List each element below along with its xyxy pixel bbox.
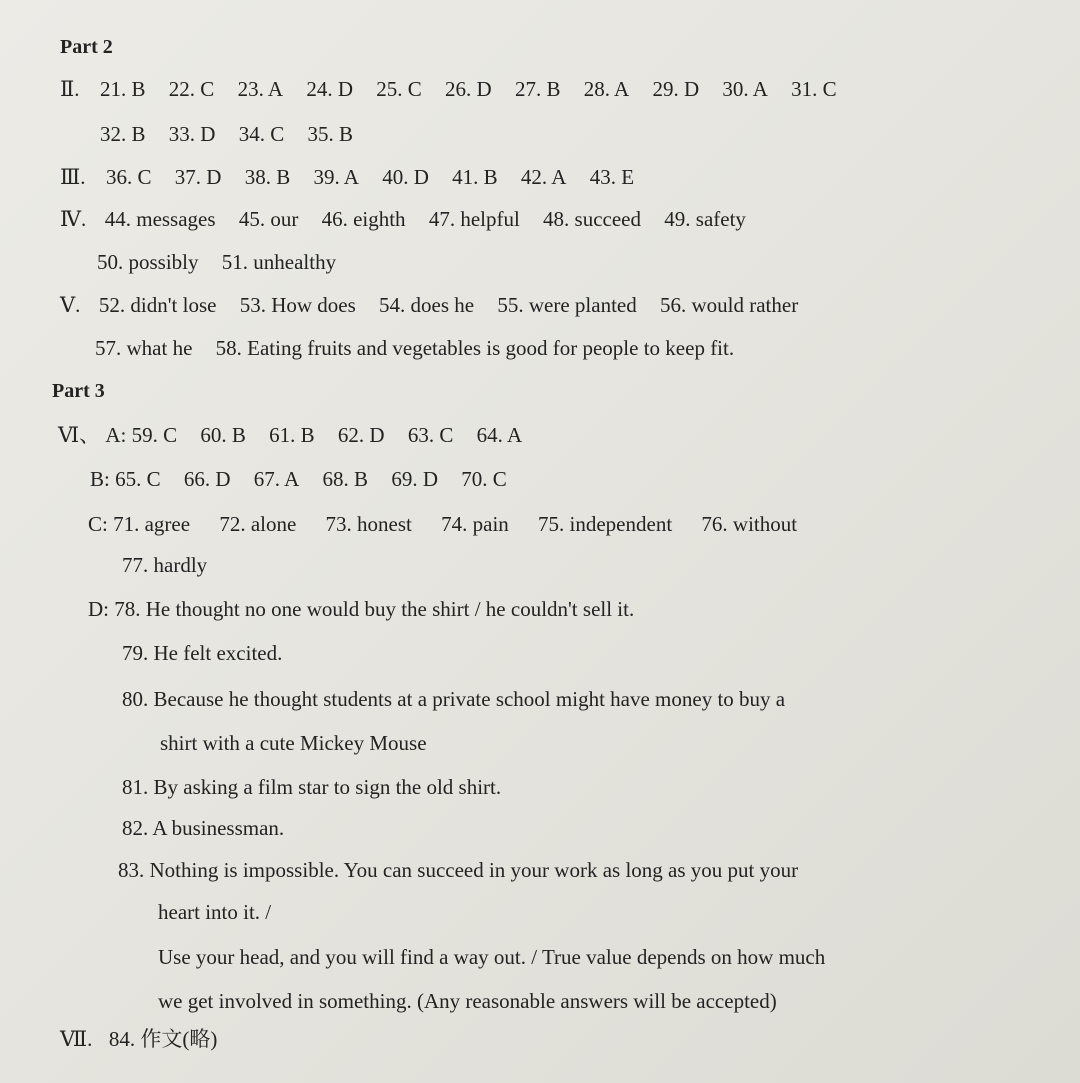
answer-23: 23. A [237, 77, 284, 101]
part2-title: Part 2 [60, 36, 113, 58]
answer-42: 42. A [520, 165, 567, 189]
section-2-label: Ⅱ. [60, 77, 80, 101]
answer-30: 30. A [722, 77, 768, 101]
answer-72: 72. alone [219, 512, 297, 536]
section-7-label: Ⅶ. [60, 1027, 93, 1051]
answer-63: 63. C [407, 423, 454, 447]
answer-28: 28. A [583, 77, 630, 101]
answer-37: 37. D [174, 165, 222, 189]
answer-24: 24. D [306, 77, 353, 101]
answer-76: 76. without [701, 512, 798, 536]
section-2-row2 [100, 121, 371, 147]
answer-71: 71. agree [113, 512, 191, 536]
answer-35: 35. B [307, 122, 353, 146]
answer-70: 70. C [461, 467, 507, 491]
answer-52: 52. didn't lose [98, 293, 217, 317]
answer-53: 53. How does [239, 293, 356, 317]
answer-81: 81. By asking a film star to sign the old shirt. [122, 775, 502, 799]
answer-64: 64. A [476, 423, 523, 447]
answer-83-line3: Use your head, and you will find a way out. / True value depends on how much [158, 945, 826, 969]
answer-79: 79. He felt excited. [122, 641, 283, 665]
answer-29: 29. D [652, 77, 700, 101]
section-5-label: Ⅴ. [60, 293, 81, 317]
answer-78: 78. He thought no one would buy the shirt / he couldn't sell it. [114, 597, 635, 621]
answer-48: 48. succeed [543, 207, 642, 231]
section-6-c-row2 [122, 552, 225, 578]
answer-21: 21. B [100, 77, 146, 101]
answer-45: 45. our [238, 207, 299, 231]
answer-27: 27. B [514, 77, 561, 101]
answer-44: 44. messages [104, 207, 216, 231]
answer-40: 40. D [382, 165, 429, 189]
answer-80-line2: shirt with a cute Mickey Mouse [160, 731, 427, 755]
part-b-label: B: [90, 467, 110, 491]
section-6-a [58, 422, 540, 448]
answer-26: 26. D [445, 77, 492, 101]
answer-41: 41. B [452, 165, 498, 189]
section-2-row1 [60, 76, 855, 102]
answer-77: 77. hardly [122, 553, 208, 577]
part-d-label: D: [88, 597, 109, 621]
answer-83-line4: we get involved in something. (Any reasonable answers will be accepted) [158, 989, 777, 1013]
section-6-b [90, 466, 525, 492]
section-3-label: Ⅲ. [60, 165, 86, 189]
answer-83-line1: 83. Nothing is impossible. You can succeed in your work as long as you put your [118, 858, 799, 882]
answer-74: 74. pain [441, 512, 509, 536]
answer-56: 56. would rather [659, 293, 799, 317]
answer-83-line2: heart into it. / [158, 900, 272, 924]
answer-82: 82. A businessman. [122, 816, 285, 840]
answer-47: 47. helpful [428, 207, 520, 231]
answer-22: 22. C [168, 77, 215, 101]
answer-43: 43. E [589, 165, 635, 189]
answer-84: 84. 作文(略) [108, 1027, 218, 1051]
answer-62: 62. D [337, 423, 385, 447]
section-7 [60, 1026, 217, 1052]
section-5-row1 [60, 292, 816, 318]
answer-66: 66. D [183, 467, 231, 491]
answer-46: 46. eighth [321, 207, 406, 231]
answer-54: 54. does he [379, 293, 475, 317]
answer-58: 58. Eating fruits and vegetables is good for people to keep fit. [215, 336, 735, 360]
answer-69: 69. D [391, 467, 438, 491]
answer-25: 25. C [376, 77, 422, 101]
answer-75: 75. independent [538, 512, 673, 536]
section-6-d78 [88, 596, 634, 622]
answer-73: 73. honest [325, 512, 412, 536]
section-3-row1 [60, 164, 652, 190]
answer-68: 68. B [322, 467, 369, 491]
answer-59: 59. C [131, 423, 178, 447]
answer-55: 55. were planted [497, 293, 637, 317]
section-4-row1 [60, 206, 764, 232]
answer-34: 34. C [238, 122, 285, 146]
section-5-row2 [95, 335, 752, 361]
answer-50: 50. possibly [97, 250, 199, 274]
answer-51: 51. unhealthy [221, 250, 337, 274]
answer-67: 67. A [253, 467, 300, 491]
answer-61: 61. B [269, 423, 315, 447]
answer-65: 65. C [115, 467, 161, 491]
section-6-label: Ⅵ、 [58, 423, 101, 447]
answer-38: 38. B [244, 165, 291, 189]
part3-title: Part 3 [52, 380, 105, 402]
section-6-c [88, 511, 815, 537]
answer-49: 49. safety [664, 207, 746, 231]
answer-32: 32. B [100, 122, 146, 146]
section-4-label: Ⅳ. [60, 207, 87, 231]
answer-39: 39. A [313, 165, 359, 189]
answer-31: 31. C [791, 77, 837, 101]
section-4-row2 [97, 249, 354, 275]
part-a-label: A: [105, 423, 127, 447]
answer-60: 60. B [200, 423, 246, 447]
answer-36: 36. C [106, 165, 152, 189]
answer-33: 33. D [168, 122, 216, 146]
answer-57: 57. what he [95, 336, 193, 360]
answer-80-line1: 80. Because he thought students at a private school might have money to buy a [122, 687, 786, 711]
part-c-label: C: [88, 512, 108, 536]
